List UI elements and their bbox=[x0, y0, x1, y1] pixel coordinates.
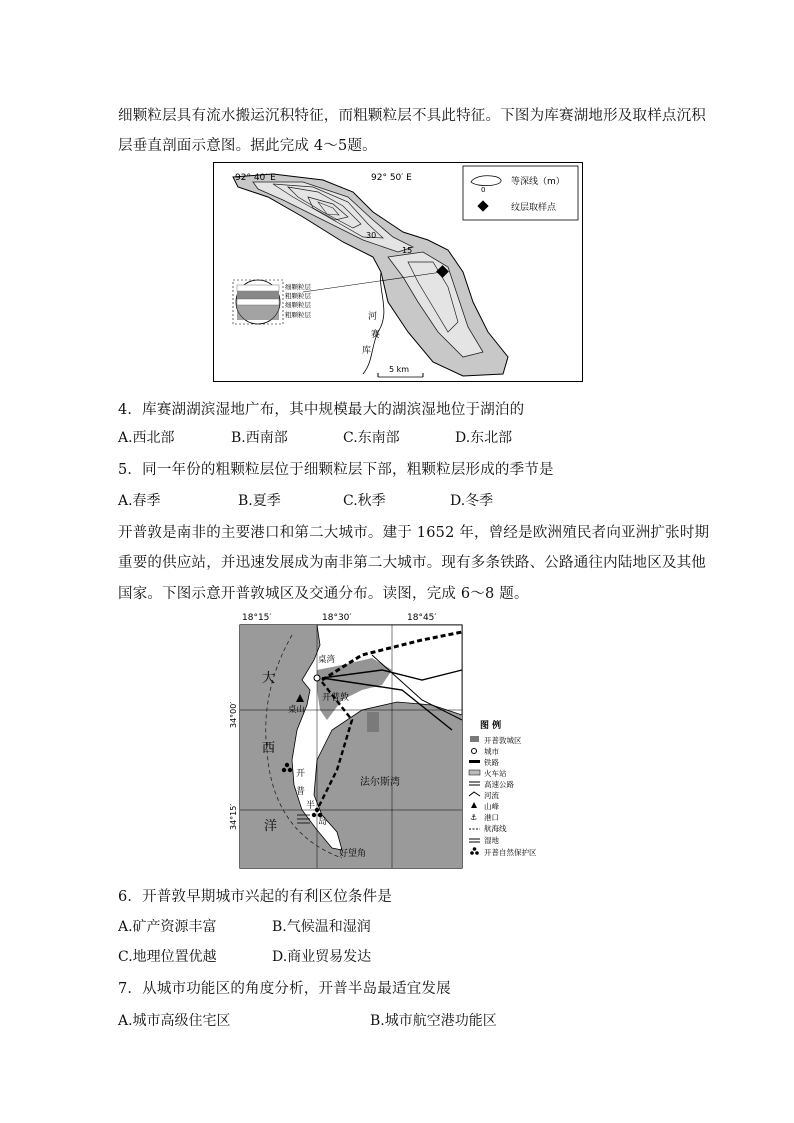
legend-item-city: 城市 bbox=[484, 747, 499, 756]
anchor-icon: ⚓ bbox=[470, 813, 478, 822]
ocean-label-3: 洋 bbox=[264, 819, 278, 834]
section-label-3: 细颗粒层 bbox=[285, 301, 311, 309]
peninsula-label-3: 半 bbox=[306, 801, 316, 811]
q6-option-a: A.矿产资源丰富 bbox=[118, 919, 217, 935]
q6-stem: 6．开普敦早期城市兴起的有利区位条件是 bbox=[118, 889, 393, 905]
q7-option-a: A.城市高级住宅区 bbox=[118, 1013, 231, 1029]
lon-label-1845: 18°45′ bbox=[407, 613, 437, 623]
river-label-1: 河 bbox=[368, 312, 378, 322]
legend-item-peak: 山峰 bbox=[484, 802, 499, 811]
false-bay-label: 法尔斯湾 bbox=[360, 777, 400, 788]
table-bay-label: 桌湾 bbox=[318, 655, 336, 665]
peninsula-label-4: 岛 bbox=[318, 817, 328, 827]
q7-option-b: B.城市航空港功能区 bbox=[370, 1013, 497, 1029]
q6-option-d: D.商业贸易发达 bbox=[272, 949, 372, 965]
q5-option-a: A.春季 bbox=[118, 493, 161, 509]
peninsula-label-2: 普 bbox=[296, 787, 306, 797]
legend-item-river: 河流 bbox=[484, 791, 499, 800]
passage2-line-3: 国家。下图示意开普敦城区及交通分布。读图，完成 6～8 题。 bbox=[118, 586, 529, 602]
q4-option-b: B.西南部 bbox=[231, 430, 288, 446]
lon-label-2: 92° 50′ E bbox=[371, 173, 412, 183]
lat-label-3400: 34°00′ bbox=[229, 701, 238, 728]
q4-option-a: A.西北部 bbox=[118, 430, 175, 446]
q6-option-b: B.气候温和湿润 bbox=[272, 919, 371, 935]
lon-label-1: 92° 40′ E bbox=[235, 173, 276, 183]
lat-label-3415: 34°15′ bbox=[229, 803, 238, 830]
table-mountain-label: 桌山 bbox=[288, 705, 306, 715]
cape-of-good-hope-label: 好望角 bbox=[339, 849, 367, 859]
q5-option-d: D.冬季 bbox=[450, 493, 494, 509]
cape-town-label: 开普敦 bbox=[322, 693, 350, 703]
legend-contour-value: 0 bbox=[481, 186, 486, 194]
section-label-4: 粗颗粒层 bbox=[285, 311, 311, 319]
section-label-2: 粗颗粒层 bbox=[285, 292, 311, 300]
section-label-1: 细颗粒层 bbox=[285, 283, 311, 291]
kusai-lake-map bbox=[213, 162, 583, 382]
river-label-3: 库 bbox=[362, 346, 372, 356]
depth-15-label: 15 bbox=[402, 246, 413, 255]
q5-option-c: C.秋季 bbox=[343, 493, 386, 509]
q5-stem: 5．同一年份的粗颗粒层位于细颗粒层下部，粗颗粒层形成的季节是 bbox=[118, 462, 554, 478]
legend-item-port: 港口 bbox=[484, 813, 499, 822]
intro-line-1: 细颗粒层具有流水搬运沉积特征，而粗颗粒层不具此特征。下图为库赛湖地形及取样点沉积 bbox=[118, 108, 706, 124]
map2-legend-title: 图 例 bbox=[480, 721, 502, 731]
lon-label-1830: 18°30′ bbox=[322, 613, 352, 623]
legend-item-railway: 铁路 bbox=[484, 758, 499, 767]
q7-stem: 7．从城市功能区的角度分析，开普半岛最适宜发展 bbox=[118, 981, 451, 997]
cape-town-map bbox=[222, 610, 572, 872]
depth-30-label: 30 bbox=[366, 231, 377, 240]
city-marker-icon bbox=[314, 675, 320, 681]
legend-item-reserve: 开普自然保护区 bbox=[484, 848, 537, 857]
q5-option-b: B.夏季 bbox=[238, 493, 281, 509]
q4-option-c: C.东南部 bbox=[343, 430, 400, 446]
ocean-label-2: 西 bbox=[262, 741, 276, 756]
legend-item-wetland: 湿地 bbox=[484, 836, 499, 845]
peninsula-label-1: 开 bbox=[296, 769, 306, 779]
legend-item-station: 火车站 bbox=[484, 769, 507, 778]
legend-contour-label: 等深线（m） bbox=[511, 177, 565, 187]
q4-option-d: D.东北部 bbox=[455, 430, 513, 446]
scale-label: 5 km bbox=[389, 365, 410, 374]
q4-stem: 4．库赛湖湖滨湿地广布，其中规模最大的湖滨湿地位于湖泊的 bbox=[118, 402, 525, 418]
legend-item-highway: 高速公路 bbox=[484, 780, 514, 789]
passage2-line-2: 重要的供应站，并迅速发展成为南非第二大城市。现有多条铁路、公路通往内陆地区及其他 bbox=[118, 555, 706, 571]
river-label-2: 赛 bbox=[371, 330, 381, 340]
q6-option-c: C.地理位置优越 bbox=[118, 949, 217, 965]
legend-item-sea-route: 航海线 bbox=[484, 824, 507, 833]
legend-item-urban: 开普敦城区 bbox=[484, 736, 522, 745]
lon-label-1815: 18°15′ bbox=[242, 613, 272, 623]
legend-sample-label: 纹层取样点 bbox=[511, 203, 557, 213]
ocean-label-1: 大 bbox=[262, 671, 276, 686]
intro-line-2: 层垂直剖面示意图。据此完成 4～5题。 bbox=[118, 138, 377, 154]
passage2-line-1: 开普敦是南非的主要港口和第二大城市。建于 1652 年，曾经是欧洲殖民者向亚洲扩张时期 bbox=[118, 525, 710, 541]
